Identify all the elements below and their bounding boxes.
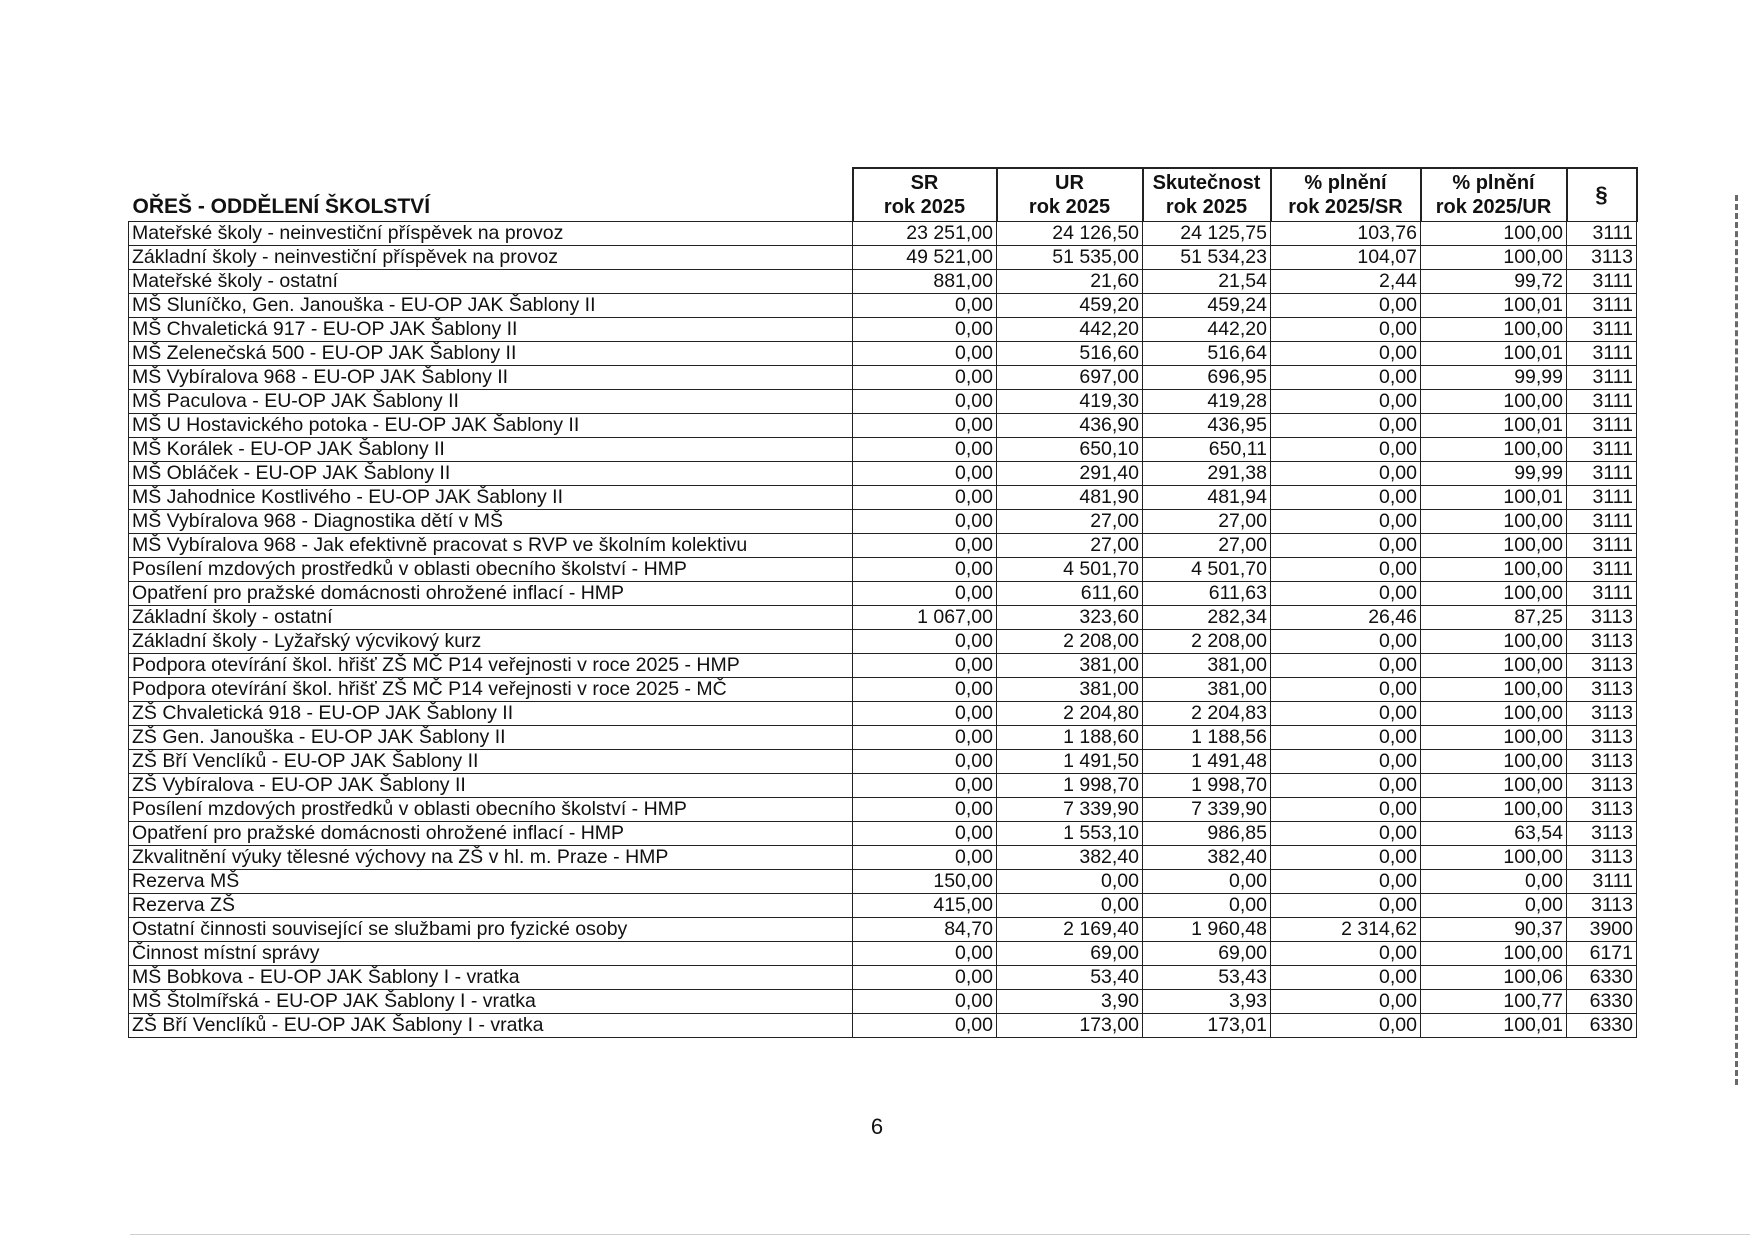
cell-pct-ur: 90,37 bbox=[1421, 918, 1567, 942]
cell-paragraph: 6330 bbox=[1567, 966, 1637, 990]
cell-pct-ur: 100,00 bbox=[1421, 942, 1567, 966]
cell-skutecnost: 2 204,83 bbox=[1143, 702, 1271, 726]
cell-skutecnost: 53,43 bbox=[1143, 966, 1271, 990]
cell-ur: 0,00 bbox=[997, 870, 1143, 894]
cell-pct-sr: 0,00 bbox=[1271, 894, 1421, 918]
cell-pct-sr: 2 314,62 bbox=[1271, 918, 1421, 942]
col-header-line2: rok 2025/SR bbox=[1288, 196, 1403, 218]
cell-paragraph: 6330 bbox=[1567, 990, 1637, 1014]
cell-pct-sr: 2,44 bbox=[1271, 270, 1421, 294]
cell-ur: 436,90 bbox=[997, 414, 1143, 438]
cell-pct-sr: 0,00 bbox=[1271, 966, 1421, 990]
cell-sr: 84,70 bbox=[853, 918, 997, 942]
cell-pct-ur: 100,00 bbox=[1421, 702, 1567, 726]
cell-ur: 27,00 bbox=[997, 510, 1143, 534]
row-name: Opatření pro pražské domácnosti ohrožené inflací - HMP bbox=[129, 822, 853, 846]
cell-skutecnost: 382,40 bbox=[1143, 846, 1271, 870]
col-header-paragraph bbox=[1567, 168, 1637, 222]
cell-ur: 650,10 bbox=[997, 438, 1143, 462]
row-name: Základní školy - ostatní bbox=[129, 606, 853, 630]
table-row bbox=[129, 366, 1637, 390]
cell-pct-ur: 100,00 bbox=[1421, 222, 1567, 246]
table-body bbox=[129, 222, 1637, 1038]
cell-sr: 0,00 bbox=[853, 798, 997, 822]
table-row bbox=[129, 222, 1637, 246]
cell-ur: 7 339,90 bbox=[997, 798, 1143, 822]
cell-ur: 419,30 bbox=[997, 390, 1143, 414]
cell-pct-sr: 0,00 bbox=[1271, 582, 1421, 606]
cell-skutecnost: 516,64 bbox=[1143, 342, 1271, 366]
cell-pct-ur: 63,54 bbox=[1421, 822, 1567, 846]
cell-paragraph: 3111 bbox=[1567, 582, 1637, 606]
cell-pct-ur: 99,99 bbox=[1421, 366, 1567, 390]
cell-sr: 150,00 bbox=[853, 870, 997, 894]
cell-skutecnost: 0,00 bbox=[1143, 894, 1271, 918]
cell-paragraph: 3111 bbox=[1567, 510, 1637, 534]
cell-skutecnost: 1 491,48 bbox=[1143, 750, 1271, 774]
cell-pct-sr: 0,00 bbox=[1271, 342, 1421, 366]
row-name: MŠ Bobkova - EU-OP JAK Šablony I - vratka bbox=[129, 966, 853, 990]
cell-sr: 0,00 bbox=[853, 630, 997, 654]
cell-ur: 442,20 bbox=[997, 318, 1143, 342]
cell-sr: 0,00 bbox=[853, 486, 997, 510]
row-name: Zkvalitnění výuky tělesné výchovy na ZŠ v hl. m. Praze - HMP bbox=[129, 846, 853, 870]
cell-skutecnost: 650,11 bbox=[1143, 438, 1271, 462]
cell-ur: 2 204,80 bbox=[997, 702, 1143, 726]
cell-skutecnost: 282,34 bbox=[1143, 606, 1271, 630]
cell-ur: 2 208,00 bbox=[997, 630, 1143, 654]
table-row bbox=[129, 534, 1637, 558]
table-row bbox=[129, 414, 1637, 438]
cell-sr: 0,00 bbox=[853, 678, 997, 702]
table-row bbox=[129, 606, 1637, 630]
cell-ur: 697,00 bbox=[997, 366, 1143, 390]
col-header-line1: Skutečnost bbox=[1152, 172, 1261, 194]
cell-skutecnost: 27,00 bbox=[1143, 510, 1271, 534]
cell-pct-sr: 0,00 bbox=[1271, 366, 1421, 390]
cell-pct-ur: 100,00 bbox=[1421, 654, 1567, 678]
cell-pct-ur: 100,00 bbox=[1421, 534, 1567, 558]
cell-pct-ur: 0,00 bbox=[1421, 870, 1567, 894]
col-header-line1: § bbox=[1595, 182, 1608, 207]
cell-skutecnost: 4 501,70 bbox=[1143, 558, 1271, 582]
cell-pct-ur: 100,00 bbox=[1421, 558, 1567, 582]
cell-sr: 0,00 bbox=[853, 726, 997, 750]
table-row bbox=[129, 894, 1637, 918]
cell-ur: 3,90 bbox=[997, 990, 1143, 1014]
cell-paragraph: 3111 bbox=[1567, 438, 1637, 462]
cell-skutecnost: 381,00 bbox=[1143, 654, 1271, 678]
table-row bbox=[129, 990, 1637, 1014]
cell-sr: 0,00 bbox=[853, 582, 997, 606]
col-header-ur bbox=[997, 168, 1143, 222]
cell-paragraph: 3113 bbox=[1567, 606, 1637, 630]
cell-sr: 49 521,00 bbox=[853, 246, 997, 270]
cell-sr: 0,00 bbox=[853, 390, 997, 414]
cell-pct-ur: 100,77 bbox=[1421, 990, 1567, 1014]
cell-skutecnost: 459,24 bbox=[1143, 294, 1271, 318]
cell-pct-sr: 0,00 bbox=[1271, 678, 1421, 702]
table-row bbox=[129, 294, 1637, 318]
cell-paragraph: 3111 bbox=[1567, 390, 1637, 414]
row-name: MŠ Chvaletická 917 - EU-OP JAK Šablony II bbox=[129, 318, 853, 342]
cell-skutecnost: 611,63 bbox=[1143, 582, 1271, 606]
cell-paragraph: 3113 bbox=[1567, 750, 1637, 774]
cell-pct-sr: 0,00 bbox=[1271, 462, 1421, 486]
cell-pct-sr: 0,00 bbox=[1271, 630, 1421, 654]
cell-pct-sr: 0,00 bbox=[1271, 870, 1421, 894]
cell-pct-ur: 100,06 bbox=[1421, 966, 1567, 990]
cell-paragraph: 3111 bbox=[1567, 318, 1637, 342]
cell-ur: 459,20 bbox=[997, 294, 1143, 318]
cell-ur: 53,40 bbox=[997, 966, 1143, 990]
row-name: MŠ Vybíralova 968 - Diagnostika dětí v MŠ bbox=[129, 510, 853, 534]
cell-pct-sr: 0,00 bbox=[1271, 438, 1421, 462]
cell-paragraph: 3900 bbox=[1567, 918, 1637, 942]
col-header-sr bbox=[853, 168, 997, 222]
cell-pct-sr: 0,00 bbox=[1271, 942, 1421, 966]
row-name: MŠ U Hostavického potoka - EU-OP JAK Šablony II bbox=[129, 414, 853, 438]
row-name: Mateřské školy - ostatní bbox=[129, 270, 853, 294]
table-row bbox=[129, 942, 1637, 966]
table-row bbox=[129, 318, 1637, 342]
cell-pct-ur: 100,00 bbox=[1421, 798, 1567, 822]
cell-sr: 0,00 bbox=[853, 1014, 997, 1038]
row-name: MŠ Obláček - EU-OP JAK Šablony II bbox=[129, 462, 853, 486]
cell-pct-ur: 87,25 bbox=[1421, 606, 1567, 630]
table-row bbox=[129, 246, 1637, 270]
cell-sr: 0,00 bbox=[853, 558, 997, 582]
cell-skutecnost: 1 998,70 bbox=[1143, 774, 1271, 798]
cell-paragraph: 6171 bbox=[1567, 942, 1637, 966]
cell-sr: 0,00 bbox=[853, 966, 997, 990]
cell-pct-ur: 100,00 bbox=[1421, 846, 1567, 870]
row-name: ZŠ Gen. Janouška - EU-OP JAK Šablony II bbox=[129, 726, 853, 750]
budget-table bbox=[128, 167, 1638, 1038]
row-name: ZŠ Chvaletická 918 - EU-OP JAK Šablony II bbox=[129, 702, 853, 726]
cell-ur: 481,90 bbox=[997, 486, 1143, 510]
cell-ur: 1 491,50 bbox=[997, 750, 1143, 774]
row-name: MŠ Vybíralova 968 - EU-OP JAK Šablony II bbox=[129, 366, 853, 390]
table-row bbox=[129, 774, 1637, 798]
cell-pct-sr: 0,00 bbox=[1271, 294, 1421, 318]
cell-pct-sr: 0,00 bbox=[1271, 798, 1421, 822]
cell-pct-ur: 100,00 bbox=[1421, 750, 1567, 774]
cell-paragraph: 3113 bbox=[1567, 630, 1637, 654]
cell-sr: 0,00 bbox=[853, 846, 997, 870]
cell-paragraph: 3111 bbox=[1567, 342, 1637, 366]
cell-skutecnost: 436,95 bbox=[1143, 414, 1271, 438]
cell-sr: 881,00 bbox=[853, 270, 997, 294]
col-header-line1: % plnění bbox=[1452, 172, 1535, 194]
cell-ur: 381,00 bbox=[997, 678, 1143, 702]
cell-paragraph: 3113 bbox=[1567, 654, 1637, 678]
cell-skutecnost: 51 534,23 bbox=[1143, 246, 1271, 270]
row-name: MŠ Paculova - EU-OP JAK Šablony II bbox=[129, 390, 853, 414]
row-name: Podpora otevírání škol. hřišť ZŠ MČ P14 veřejnosti v roce 2025 - HMP bbox=[129, 654, 853, 678]
table-row bbox=[129, 966, 1637, 990]
table-row bbox=[129, 1014, 1637, 1038]
cell-pct-ur: 100,00 bbox=[1421, 774, 1567, 798]
cell-pct-ur: 100,00 bbox=[1421, 510, 1567, 534]
col-header-line1: UR bbox=[1055, 172, 1084, 194]
cell-sr: 0,00 bbox=[853, 654, 997, 678]
table-row bbox=[129, 822, 1637, 846]
cell-skutecnost: 381,00 bbox=[1143, 678, 1271, 702]
scan-bottom-line bbox=[130, 1234, 1750, 1235]
cell-skutecnost: 1 960,48 bbox=[1143, 918, 1271, 942]
cell-sr: 0,00 bbox=[853, 342, 997, 366]
cell-pct-ur: 99,99 bbox=[1421, 462, 1567, 486]
row-name: MŠ Vybíralova 968 - Jak efektivně pracovat s RVP ve školním kolektivu bbox=[129, 534, 853, 558]
cell-ur: 611,60 bbox=[997, 582, 1143, 606]
cell-paragraph: 3111 bbox=[1567, 534, 1637, 558]
cell-pct-sr: 0,00 bbox=[1271, 702, 1421, 726]
table-row bbox=[129, 582, 1637, 606]
table-row bbox=[129, 798, 1637, 822]
cell-paragraph: 3113 bbox=[1567, 846, 1637, 870]
cell-pct-ur: 100,01 bbox=[1421, 342, 1567, 366]
cell-pct-ur: 100,00 bbox=[1421, 582, 1567, 606]
cell-pct-ur: 100,00 bbox=[1421, 438, 1567, 462]
cell-skutecnost: 173,01 bbox=[1143, 1014, 1271, 1038]
table-row bbox=[129, 750, 1637, 774]
table-row bbox=[129, 342, 1637, 366]
cell-sr: 0,00 bbox=[853, 534, 997, 558]
col-header-line2: rok 2025/UR bbox=[1435, 196, 1552, 218]
cell-pct-sr: 0,00 bbox=[1271, 750, 1421, 774]
cell-paragraph: 3113 bbox=[1567, 702, 1637, 726]
cell-sr: 23 251,00 bbox=[853, 222, 997, 246]
cell-sr: 0,00 bbox=[853, 462, 997, 486]
cell-paragraph: 3111 bbox=[1567, 366, 1637, 390]
row-name: Rezerva ZŠ bbox=[129, 894, 853, 918]
header-row bbox=[129, 168, 1637, 222]
cell-pct-sr: 0,00 bbox=[1271, 486, 1421, 510]
cell-paragraph: 3113 bbox=[1567, 894, 1637, 918]
cell-pct-ur: 100,00 bbox=[1421, 726, 1567, 750]
cell-ur: 173,00 bbox=[997, 1014, 1143, 1038]
cell-paragraph: 3111 bbox=[1567, 414, 1637, 438]
cell-pct-ur: 100,01 bbox=[1421, 1014, 1567, 1038]
row-name: MŠ Štolmířská - EU-OP JAK Šablony I - vratka bbox=[129, 990, 853, 1014]
cell-pct-sr: 0,00 bbox=[1271, 990, 1421, 1014]
col-header-skutecnost bbox=[1143, 168, 1271, 222]
cell-pct-ur: 100,01 bbox=[1421, 294, 1567, 318]
cell-pct-ur: 100,01 bbox=[1421, 414, 1567, 438]
cell-ur: 381,00 bbox=[997, 654, 1143, 678]
table-row bbox=[129, 462, 1637, 486]
row-name: MŠ Korálek - EU-OP JAK Šablony II bbox=[129, 438, 853, 462]
row-name: MŠ Sluníčko, Gen. Janouška - EU-OP JAK Šablony II bbox=[129, 294, 853, 318]
cell-ur: 69,00 bbox=[997, 942, 1143, 966]
cell-pct-sr: 0,00 bbox=[1271, 414, 1421, 438]
cell-paragraph: 3113 bbox=[1567, 822, 1637, 846]
cell-pct-sr: 0,00 bbox=[1271, 558, 1421, 582]
row-name: Mateřské školy - neinvestiční příspěvek na provoz bbox=[129, 222, 853, 246]
cell-pct-sr: 0,00 bbox=[1271, 726, 1421, 750]
cell-pct-sr: 0,00 bbox=[1271, 774, 1421, 798]
col-header-line2: rok 2025 bbox=[1028, 196, 1111, 218]
cell-skutecnost: 442,20 bbox=[1143, 318, 1271, 342]
cell-skutecnost: 2 208,00 bbox=[1143, 630, 1271, 654]
cell-paragraph: 3111 bbox=[1567, 270, 1637, 294]
cell-sr: 1 067,00 bbox=[853, 606, 997, 630]
cell-ur: 323,60 bbox=[997, 606, 1143, 630]
row-name: Základní školy - neinvestiční příspěvek na provoz bbox=[129, 246, 853, 270]
cell-pct-ur: 100,00 bbox=[1421, 390, 1567, 414]
row-name: Posílení mzdových prostředků v oblasti obecního školství - HMP bbox=[129, 798, 853, 822]
cell-skutecnost: 696,95 bbox=[1143, 366, 1271, 390]
cell-ur: 2 169,40 bbox=[997, 918, 1143, 942]
cell-ur: 0,00 bbox=[997, 894, 1143, 918]
cell-paragraph: 3113 bbox=[1567, 726, 1637, 750]
cell-pct-sr: 0,00 bbox=[1271, 534, 1421, 558]
cell-pct-sr: 104,07 bbox=[1271, 246, 1421, 270]
cell-ur: 291,40 bbox=[997, 462, 1143, 486]
row-name: ZŠ Bří Venclíků - EU-OP JAK Šablony II bbox=[129, 750, 853, 774]
col-header-line2: rok 2025 bbox=[1165, 196, 1248, 218]
cell-ur: 1 188,60 bbox=[997, 726, 1143, 750]
table-row bbox=[129, 870, 1637, 894]
table-row bbox=[129, 510, 1637, 534]
table-row bbox=[129, 390, 1637, 414]
table-row bbox=[129, 726, 1637, 750]
cell-sr: 0,00 bbox=[853, 942, 997, 966]
cell-paragraph: 3111 bbox=[1567, 222, 1637, 246]
cell-paragraph: 3113 bbox=[1567, 774, 1637, 798]
col-header-pct-sr bbox=[1271, 168, 1421, 222]
cell-paragraph: 3111 bbox=[1567, 462, 1637, 486]
col-header-line2: rok 2025 bbox=[883, 196, 966, 218]
department-title: OŘEŠ - ODDĚLENÍ ŠKOLSTVÍ bbox=[132, 195, 431, 218]
table-row bbox=[129, 678, 1637, 702]
cell-ur: 51 535,00 bbox=[997, 246, 1143, 270]
row-name: MŠ Zelenečská 500 - EU-OP JAK Šablony II bbox=[129, 342, 853, 366]
row-name: Základní školy - Lyžařský výcvikový kurz bbox=[129, 630, 853, 654]
cell-paragraph: 3113 bbox=[1567, 798, 1637, 822]
cell-paragraph: 3113 bbox=[1567, 246, 1637, 270]
cell-pct-ur: 100,01 bbox=[1421, 486, 1567, 510]
cell-sr: 0,00 bbox=[853, 750, 997, 774]
cell-sr: 0,00 bbox=[853, 294, 997, 318]
cell-ur: 516,60 bbox=[997, 342, 1143, 366]
cell-skutecnost: 481,94 bbox=[1143, 486, 1271, 510]
cell-skutecnost: 69,00 bbox=[1143, 942, 1271, 966]
row-name: Posílení mzdových prostředků v oblasti obecního školství - HMP bbox=[129, 558, 853, 582]
cell-ur: 4 501,70 bbox=[997, 558, 1143, 582]
cell-skutecnost: 24 125,75 bbox=[1143, 222, 1271, 246]
cell-skutecnost: 419,28 bbox=[1143, 390, 1271, 414]
cell-skutecnost: 27,00 bbox=[1143, 534, 1271, 558]
table-row bbox=[129, 438, 1637, 462]
col-header-line1: % plnění bbox=[1304, 172, 1387, 194]
table-row bbox=[129, 630, 1637, 654]
cell-sr: 0,00 bbox=[853, 774, 997, 798]
cell-sr: 415,00 bbox=[853, 894, 997, 918]
cell-pct-sr: 0,00 bbox=[1271, 822, 1421, 846]
cell-skutecnost: 3,93 bbox=[1143, 990, 1271, 1014]
cell-pct-sr: 0,00 bbox=[1271, 390, 1421, 414]
table-row bbox=[129, 270, 1637, 294]
table-row bbox=[129, 846, 1637, 870]
cell-pct-sr: 0,00 bbox=[1271, 1014, 1421, 1038]
row-name: Podpora otevírání škol. hřišť ZŠ MČ P14 veřejnosti v roce 2025 - MČ bbox=[129, 678, 853, 702]
cell-ur: 27,00 bbox=[997, 534, 1143, 558]
cell-pct-sr: 0,00 bbox=[1271, 510, 1421, 534]
cell-pct-sr: 103,76 bbox=[1271, 222, 1421, 246]
cell-paragraph: 3113 bbox=[1567, 678, 1637, 702]
table-row bbox=[129, 702, 1637, 726]
cell-pct-ur: 99,72 bbox=[1421, 270, 1567, 294]
cell-skutecnost: 7 339,90 bbox=[1143, 798, 1271, 822]
scan-edge-mark bbox=[1735, 195, 1738, 1085]
cell-sr: 0,00 bbox=[853, 414, 997, 438]
row-name: Ostatní činnosti související se službami pro fyzické osoby bbox=[129, 918, 853, 942]
cell-sr: 0,00 bbox=[853, 510, 997, 534]
cell-ur: 1 998,70 bbox=[997, 774, 1143, 798]
cell-skutecnost: 291,38 bbox=[1143, 462, 1271, 486]
cell-pct-ur: 0,00 bbox=[1421, 894, 1567, 918]
cell-pct-sr: 26,46 bbox=[1271, 606, 1421, 630]
cell-sr: 0,00 bbox=[853, 438, 997, 462]
cell-ur: 24 126,50 bbox=[997, 222, 1143, 246]
cell-paragraph: 3111 bbox=[1567, 870, 1637, 894]
cell-sr: 0,00 bbox=[853, 822, 997, 846]
cell-pct-sr: 0,00 bbox=[1271, 846, 1421, 870]
table-row bbox=[129, 558, 1637, 582]
cell-paragraph: 3111 bbox=[1567, 486, 1637, 510]
cell-skutecnost: 0,00 bbox=[1143, 870, 1271, 894]
cell-sr: 0,00 bbox=[853, 990, 997, 1014]
col-header-line1: SR bbox=[910, 172, 939, 194]
cell-paragraph: 6330 bbox=[1567, 1014, 1637, 1038]
table-row bbox=[129, 486, 1637, 510]
cell-ur: 21,60 bbox=[997, 270, 1143, 294]
col-header-pct-ur bbox=[1421, 168, 1567, 222]
row-name: Rezerva MŠ bbox=[129, 870, 853, 894]
row-name: Činnost místní správy bbox=[129, 942, 853, 966]
row-name: ZŠ Vybíralova - EU-OP JAK Šablony II bbox=[129, 774, 853, 798]
row-name: ZŠ Bří Venclíků - EU-OP JAK Šablony I - vratka bbox=[129, 1014, 853, 1038]
cell-sr: 0,00 bbox=[853, 318, 997, 342]
cell-ur: 1 553,10 bbox=[997, 822, 1143, 846]
cell-ur: 382,40 bbox=[997, 846, 1143, 870]
cell-pct-ur: 100,00 bbox=[1421, 630, 1567, 654]
cell-skutecnost: 1 188,56 bbox=[1143, 726, 1271, 750]
cell-skutecnost: 986,85 bbox=[1143, 822, 1271, 846]
row-name: Opatření pro pražské domácnosti ohrožené inflací - HMP bbox=[129, 582, 853, 606]
table-row bbox=[129, 918, 1637, 942]
cell-skutecnost: 21,54 bbox=[1143, 270, 1271, 294]
row-name: MŠ Jahodnice Kostlivého - EU-OP JAK Šablony II bbox=[129, 486, 853, 510]
cell-pct-ur: 100,00 bbox=[1421, 246, 1567, 270]
cell-pct-ur: 100,00 bbox=[1421, 678, 1567, 702]
page-number: 6 bbox=[870, 1114, 884, 1139]
cell-sr: 0,00 bbox=[853, 366, 997, 390]
cell-pct-sr: 0,00 bbox=[1271, 318, 1421, 342]
cell-paragraph: 3111 bbox=[1567, 294, 1637, 318]
cell-paragraph: 3111 bbox=[1567, 558, 1637, 582]
table-row bbox=[129, 654, 1637, 678]
cell-sr: 0,00 bbox=[853, 702, 997, 726]
cell-pct-ur: 100,00 bbox=[1421, 318, 1567, 342]
cell-pct-sr: 0,00 bbox=[1271, 654, 1421, 678]
